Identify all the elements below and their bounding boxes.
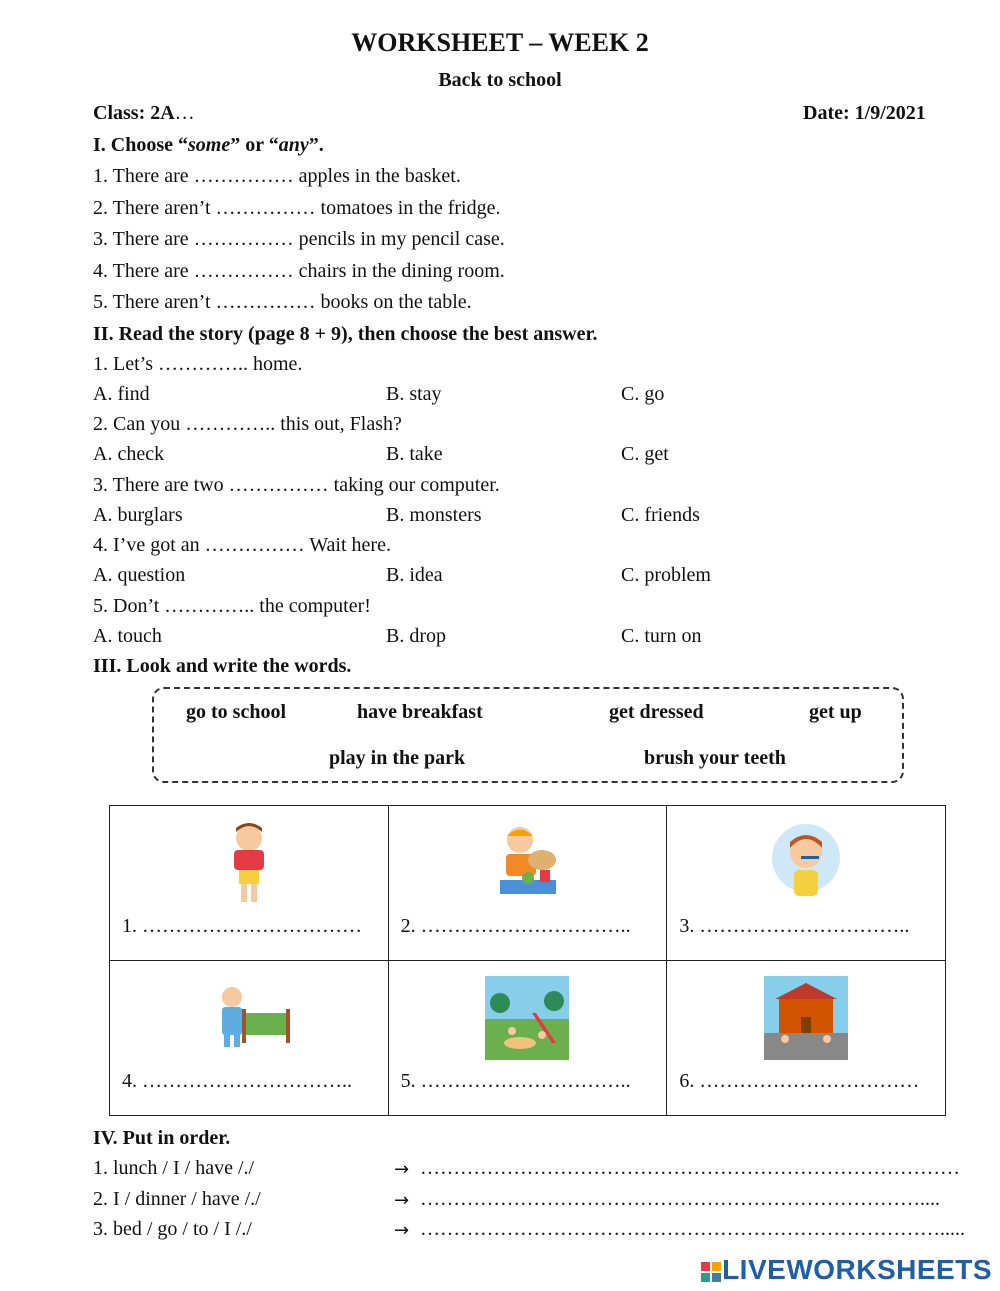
q1-option-a: A. find: [93, 383, 150, 405]
picture-cell-2: [388, 806, 667, 961]
answer-line-4[interactable]: 4. …………………………..: [122, 1070, 352, 1092]
order-prompt-3: 3. bed / go / to / I /./: [93, 1218, 252, 1240]
order-prompt-1: 1. lunch / I / have /./: [93, 1157, 255, 1179]
q5-option-a: A. touch: [93, 625, 162, 647]
question-1: 1. Let’s ………….. home.: [93, 353, 303, 375]
order-answer-3[interactable]: …………………………………………………………………….....: [420, 1218, 965, 1240]
child-getting-up-icon: [204, 973, 294, 1063]
question-5: 5. Don’t ………….. the computer!: [93, 595, 371, 617]
answer-line-2[interactable]: 2. …………………………..: [400, 915, 631, 937]
date-label: Date: 1/9/2021: [803, 102, 926, 124]
section1-heading-suffix: ”.: [308, 134, 324, 156]
q2-option-c: C. get: [621, 443, 669, 465]
arrow-right-icon: →: [394, 1159, 410, 1180]
class-label: [93, 102, 195, 125]
word-bank: [152, 687, 904, 783]
picture-grid: [109, 805, 946, 1116]
class-text: Class: 2A: [93, 102, 175, 124]
answer-line-5[interactable]: 5. …………………………..: [400, 1070, 631, 1092]
section1-heading-any: any: [278, 134, 309, 156]
word-get-dressed: get dressed: [609, 701, 704, 723]
order-prompt-2: 2. I / dinner / have /./: [93, 1188, 261, 1210]
picture-cell-3: [667, 806, 946, 961]
q2-option-a: A. check: [93, 443, 165, 465]
word-play-in-the-park: play in the park: [329, 747, 466, 769]
word-have-breakfast: have breakfast: [357, 701, 483, 723]
question-2: 2. Can you ………….. this out, Flash?: [93, 413, 402, 435]
section1-item-4: 4. There are …………… chairs in the dining room.: [93, 260, 505, 282]
child-getting-dressed-icon: [204, 818, 294, 908]
order-answer-1[interactable]: ………………………………………………………………………: [420, 1157, 960, 1179]
section1-item-3: 3. There are …………… pencils in my pencil case.: [93, 228, 505, 250]
children-going-to-school-icon: [761, 973, 851, 1063]
class-ellipsis: …: [174, 102, 195, 124]
q4-option-c: C. problem: [621, 564, 711, 586]
question-3: 3. There are two …………… taking our computer.: [93, 474, 500, 496]
section1-item-1: 1. There are …………… apples in the basket.: [93, 165, 461, 187]
children-playing-in-park-icon: [482, 973, 572, 1063]
section3-heading: III. Look and write the words.: [93, 655, 352, 677]
q1-option-b: B. stay: [386, 383, 442, 405]
child-eating-breakfast-icon: [482, 818, 572, 908]
q5-option-c: C. turn on: [621, 625, 702, 647]
word-go-to-school: go to school: [186, 701, 286, 723]
answer-line-6[interactable]: 6. ……………………………: [679, 1070, 920, 1092]
section4-heading: IV. Put in order.: [93, 1127, 231, 1149]
logo-text: LIVEWORKSHEETS: [722, 1254, 992, 1285]
q3-option-b: B. monsters: [386, 504, 482, 526]
worksheet-subtitle: Back to school: [438, 69, 562, 91]
q1-option-c: C. go: [621, 383, 665, 405]
question-4: 4. I’ve got an …………… Wait here.: [93, 534, 391, 556]
picture-cell-6: [667, 961, 946, 1116]
picture-cell-5: [388, 961, 667, 1116]
arrow-right-icon: →: [394, 1190, 410, 1211]
section1-heading-some: some: [188, 134, 231, 156]
section1-heading-mid: ” or “: [230, 134, 279, 156]
order-answer-2[interactable]: …………………………………………………………………....: [420, 1188, 940, 1210]
q3-option-a: A. burglars: [93, 504, 183, 526]
q2-option-b: B. take: [386, 443, 443, 465]
q3-option-c: C. friends: [621, 504, 700, 526]
word-get-up: get up: [809, 701, 862, 723]
logo-blocks-icon: [700, 1261, 722, 1283]
section1-heading-prefix: I. Choose “: [93, 134, 189, 156]
picture-cell-1: [110, 806, 389, 961]
section2-heading: II. Read the story (page 8 + 9), then choose the best answer.: [93, 323, 598, 345]
child-brushing-teeth-icon: [761, 818, 851, 908]
section1-item-2: 2. There aren’t …………… tomatoes in the fridge.: [93, 197, 501, 219]
answer-line-1[interactable]: 1. ……………………………: [122, 915, 362, 937]
q4-option-b: B. idea: [386, 564, 443, 586]
worksheet-title: WORKSHEET – WEEK 2: [351, 28, 649, 57]
q4-option-a: A. question: [93, 564, 186, 586]
answer-line-3[interactable]: 3. …………………………..: [679, 915, 910, 937]
arrow-right-icon: →: [394, 1220, 410, 1241]
section1-heading: [93, 134, 324, 157]
q5-option-b: B. drop: [386, 625, 446, 647]
word-brush-your-teeth: brush your teeth: [644, 747, 786, 769]
section1-item-5: 5. There aren’t …………… books on the table.: [93, 291, 472, 313]
liveworksheets-logo: [700, 1254, 992, 1286]
picture-cell-4: [110, 961, 389, 1116]
